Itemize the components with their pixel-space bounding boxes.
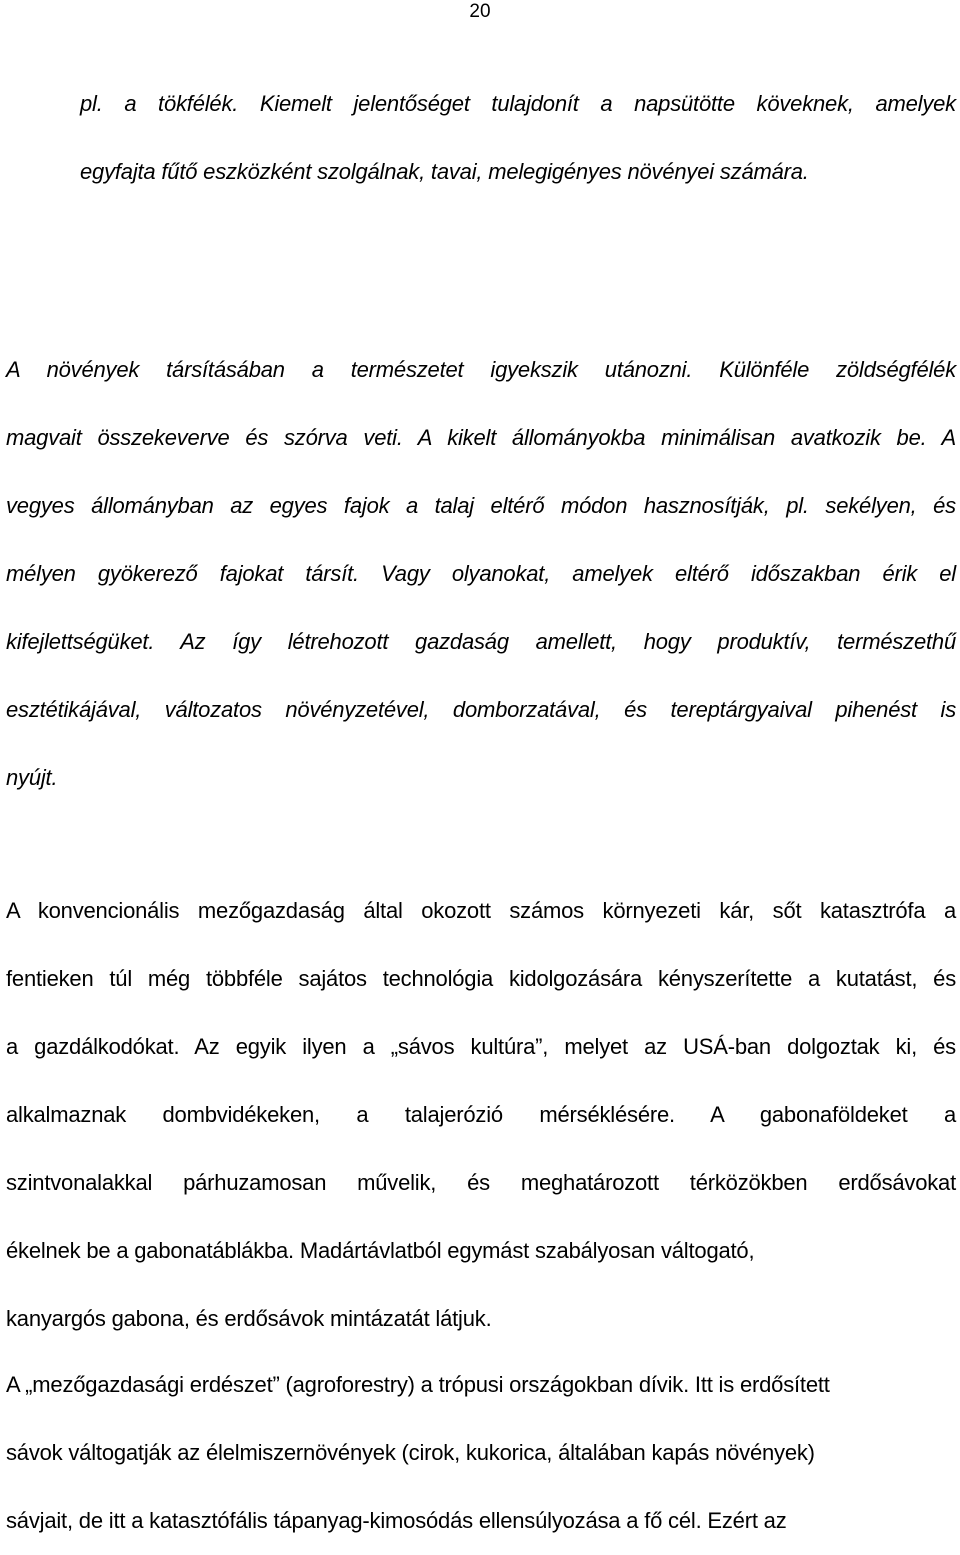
paragraph-1 [80, 70, 956, 206]
paragraph-4 [6, 1351, 956, 1555]
text-line: sávjait, de itt a katasztófális tápanyag-kimosódás ellensúlyozása a fő cél. Ezért az [6, 1508, 787, 1533]
text-line: kanyargós gabona, és erdősávok mintázatát látjuk. [6, 1306, 492, 1331]
text-line: mélyen gyökerező fajokat társít. Vagy olyanokat, amelyek eltérő időszakban érik el [6, 561, 956, 586]
text-line: A konvencionális mezőgazdaság által okozott számos környezeti kár, sőt katasztrófa a [6, 898, 956, 923]
text-line: kifejlettségüket. Az így létrehozott gazdaság amellett, hogy produktív, természethű [6, 629, 956, 654]
text-line: alkalmaznak dombvidékeken, a talajerózió mérséklésére. A gabonaföldeket a [6, 1102, 956, 1127]
text-line: egyfajta fűtő eszközként szolgálnak, tavai, melegigényes növényei számára. [80, 159, 809, 184]
paragraph-3 [6, 877, 956, 1353]
text-line: sávok váltogatják az élelmiszernövények (cirok, kukorica, általában kapás növények) [6, 1440, 815, 1465]
text-line: vegyes állományban az egyes fajok a talaj eltérő módon hasznosítják, pl. sekélyen, és [6, 493, 956, 518]
text-line: a gazdálkodókat. Az egyik ilyen a „sávos kultúra”, melyet az USÁ-ban dolgoztak ki, és [6, 1034, 956, 1059]
text-line: A növények társításában a természetet igyekszik utánozni. Különféle zöldségfélék [6, 357, 956, 382]
text-line: ékelnek be a gabonatáblákba. Madártávlatból egymást szabályosan váltogató, [6, 1238, 755, 1263]
paragraph-2 [6, 336, 956, 812]
page-number: 20 [469, 1, 491, 22]
text-line: esztétikájával, változatos növényzetével, domborzatával, és tereptárgyaival pihenést is [6, 697, 956, 722]
text-line: fentieken túl még többféle sajátos technológia kidolgozására kényszerítette a kutatást, és [6, 966, 956, 991]
text-line: A „mezőgazdasági erdészet” (agroforestry) a trópusi országokban dívik. Itt is erdősített [6, 1372, 830, 1397]
text-line: magvait összekeverve és szórva veti. A kikelt állományokba minimálisan avatkozik be. A [6, 425, 956, 450]
text-line: pl. a tökfélék. Kiemelt jelentőséget tulajdonít a napsütötte köveknek, amelyek [80, 91, 956, 116]
text-line: szintvonalakkal párhuzamosan művelik, és meghatározott térközökben erdősávokat [6, 1170, 956, 1195]
text-line: nyújt. [6, 765, 58, 790]
